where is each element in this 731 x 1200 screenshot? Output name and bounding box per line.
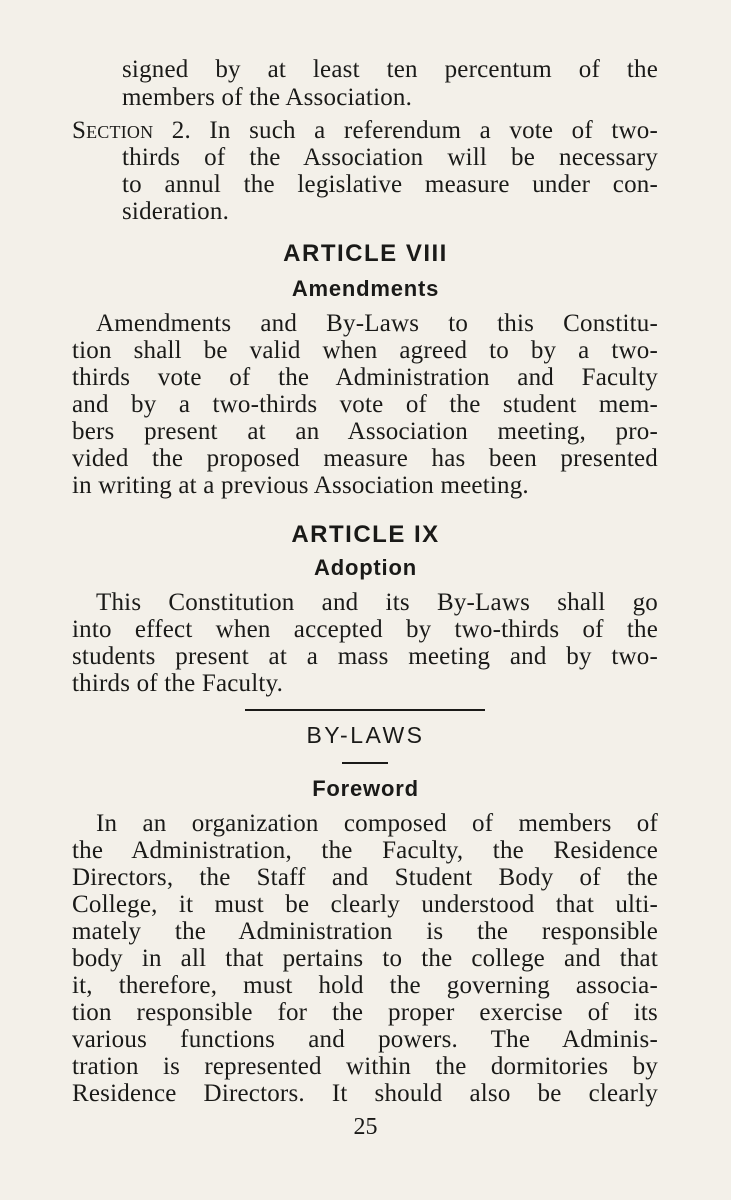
page-number: 25	[353, 1114, 378, 1140]
body-line: This Constitution and its By-Laws shall go	[96, 589, 658, 616]
body-line: various functions and powers. The Adminis-	[72, 1026, 658, 1053]
body-line: mately the Administration is the responsible	[72, 918, 658, 945]
body-line: students present at a mass meeting and by two-	[72, 643, 658, 670]
body-line: the Administration, the Faculty, the Residence	[72, 837, 658, 864]
short-divider	[342, 762, 388, 764]
article-heading: ARTICLE IX	[291, 521, 440, 548]
body-line: thirds vote of the Administration and Faculty	[72, 364, 658, 391]
body-line: it, therefore, must hold the governing associa-	[72, 972, 658, 999]
article-heading: ARTICLE VIII	[283, 240, 448, 267]
section-divider	[245, 709, 485, 711]
body-line: Directors, the Staff and Student Body of the	[72, 864, 658, 891]
body-line: members of the Association.	[122, 84, 413, 111]
body-line: signed by at least ten percentum of the	[122, 56, 658, 83]
body-line: thirds of the Association will be necessary	[122, 144, 658, 171]
section-text: In such a referendum a vote of two-	[209, 117, 658, 144]
section-2-first-line	[72, 117, 658, 144]
bylaws-heading: BY-LAWS	[306, 722, 425, 748]
body-line: into effect when accepted by two-thirds of the	[72, 616, 658, 643]
article-subheading: Adoption	[314, 555, 417, 580]
body-line: College, it must be clearly understood that ulti-	[72, 891, 658, 918]
body-line: body in all that pertains to the college and that	[72, 945, 658, 972]
body-line: tion shall be valid when agreed to by a two-	[72, 337, 658, 364]
body-line: bers present at an Association meeting, pro-	[72, 418, 658, 445]
body-line: tion responsible for the proper exercise of its	[72, 999, 658, 1026]
body-line: to annul the legislative measure under con-	[122, 171, 658, 198]
article-subheading: Amendments	[291, 276, 440, 301]
body-line: and by a two-thirds vote of the student mem-	[72, 391, 658, 418]
body-line: Amendments and By-Laws to this Constitu-	[96, 310, 658, 337]
body-line: In an organization composed of members of	[96, 810, 658, 837]
section-label: Section 2.	[72, 117, 191, 144]
body-line: vided the proposed measure has been presented	[72, 445, 658, 472]
body-line: thirds of the Faculty.	[72, 670, 284, 697]
foreword-heading: Foreword	[312, 776, 419, 801]
body-line: in writing at a previous Association meeting.	[72, 472, 529, 499]
body-line: Residence Directors. It should also be clearly	[72, 1080, 658, 1107]
body-line: tration is represented within the dormitories by	[72, 1053, 658, 1080]
body-line: sideration.	[122, 198, 230, 225]
